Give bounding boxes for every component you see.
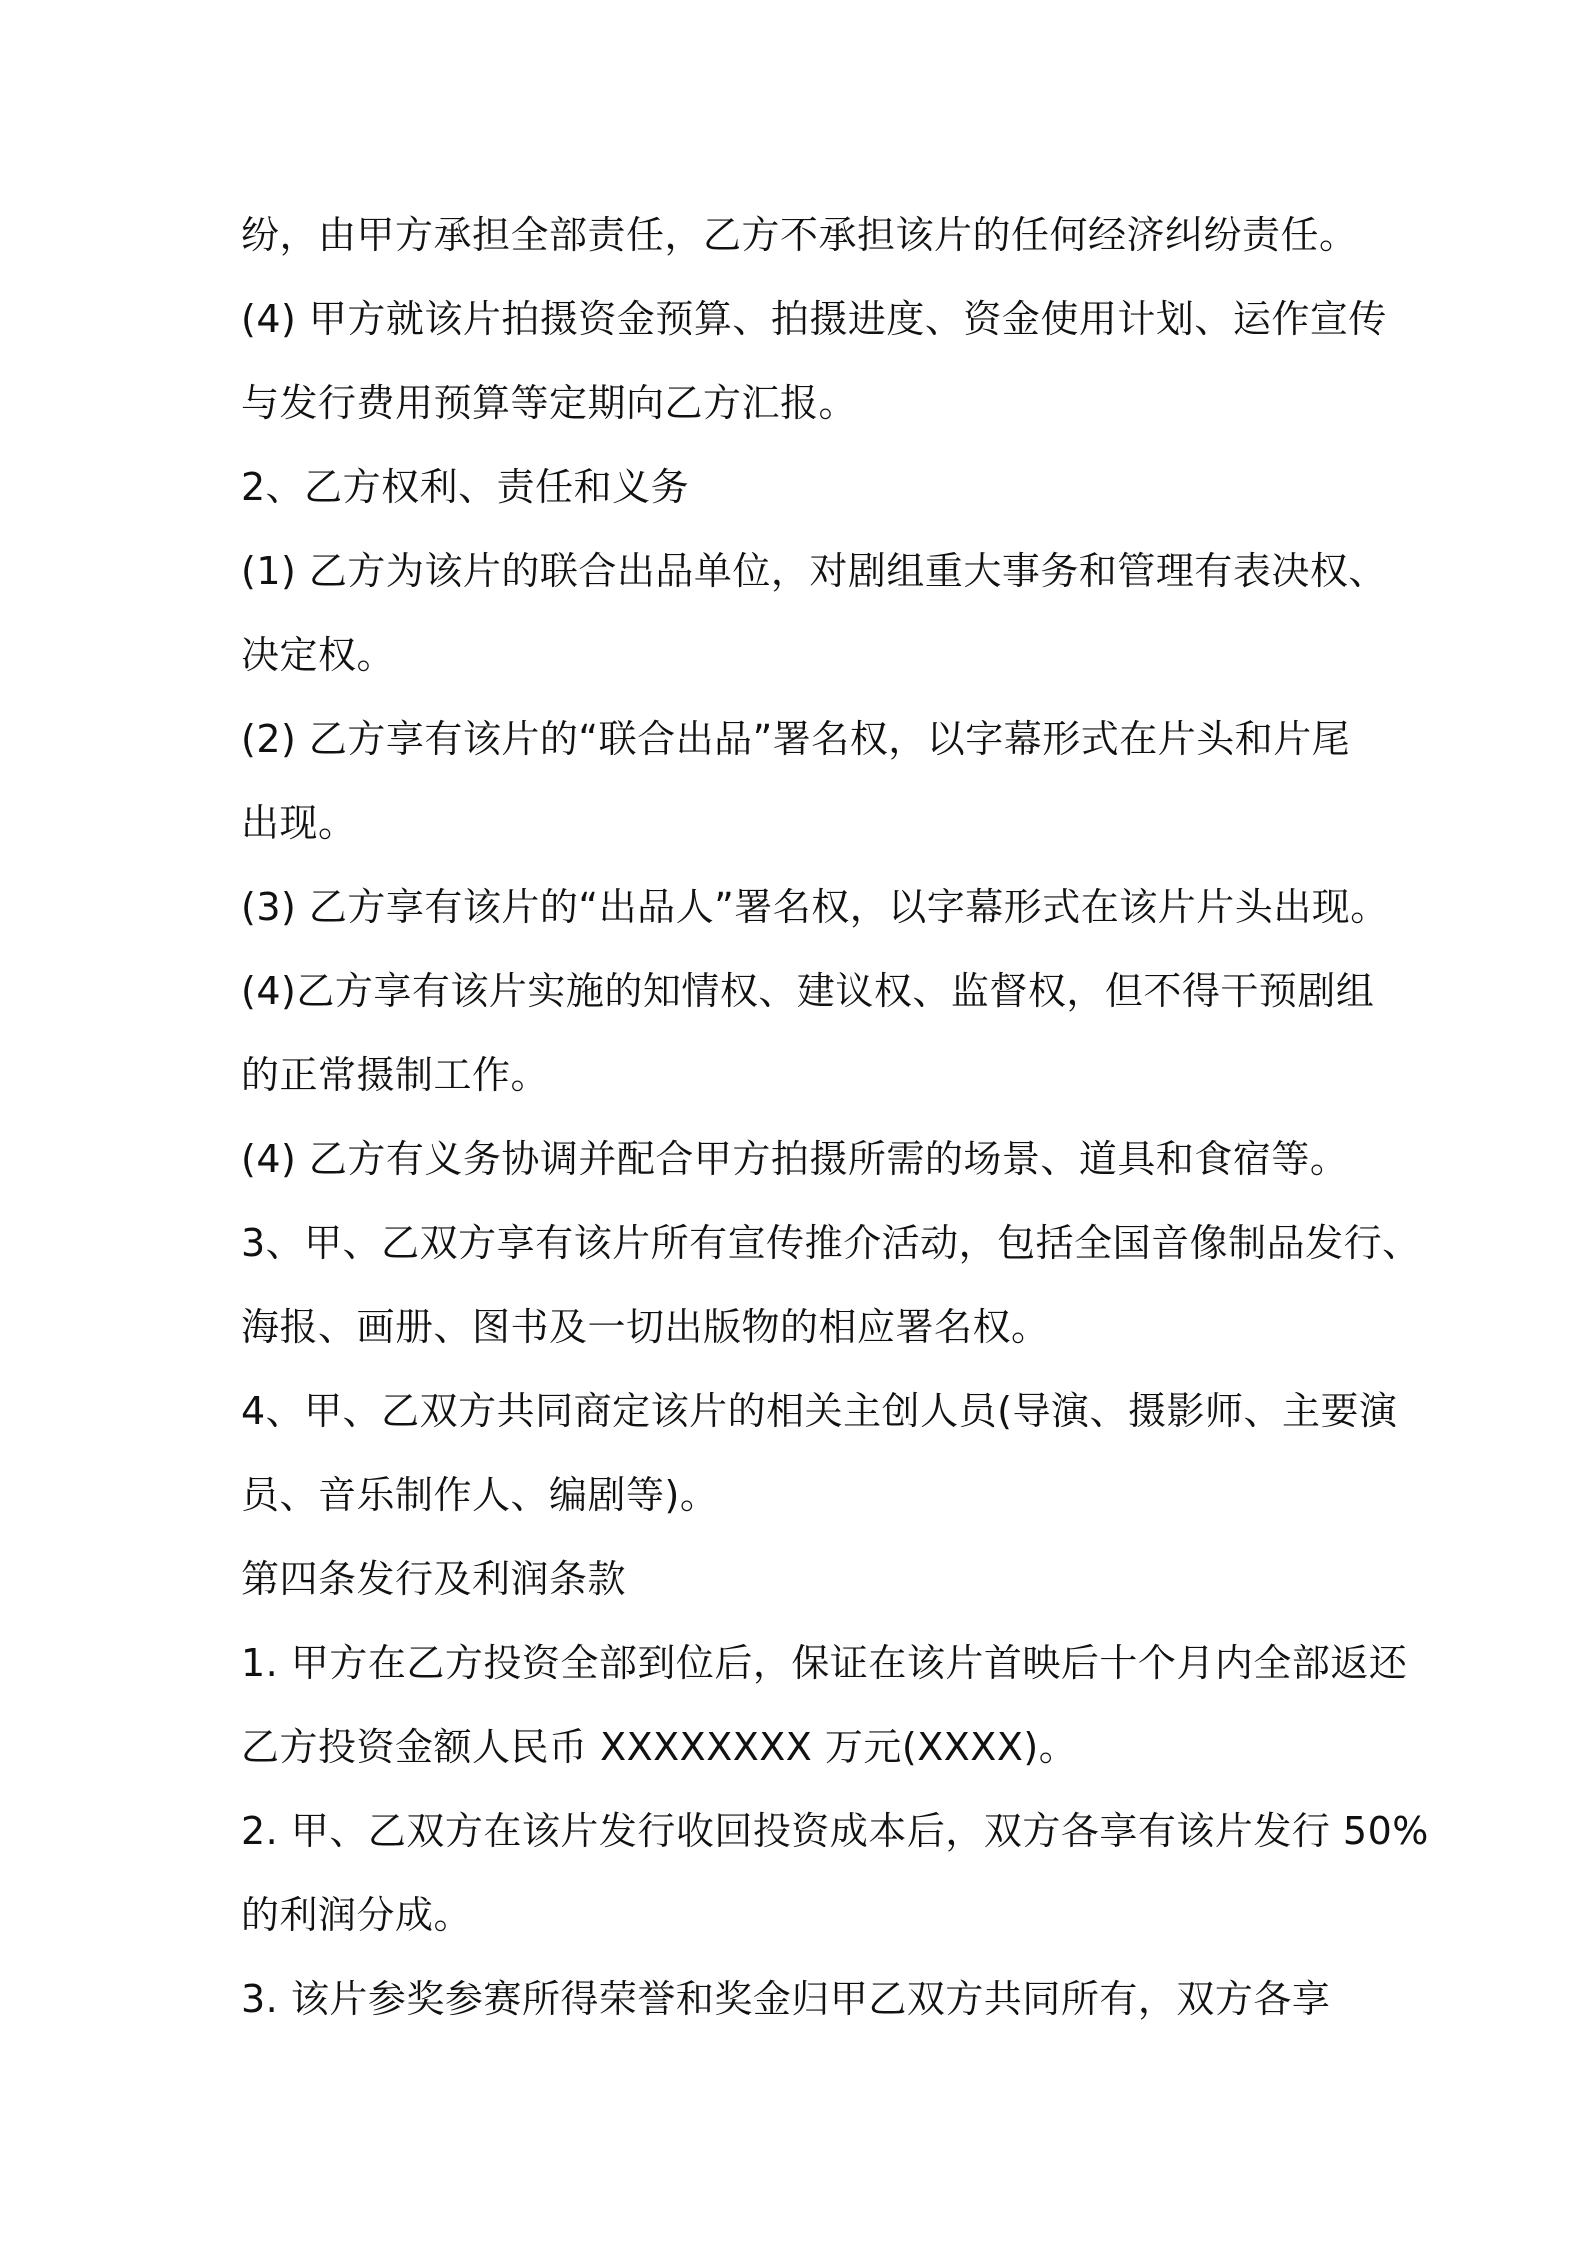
article-heading: 第四条发行及利润条款 xyxy=(241,1557,627,1601)
text-line: (4) 甲方就该片拍摄资金预算、拍摄进度、资金使用计划、运作宣传 xyxy=(241,297,1387,341)
section-heading: 2、乙方权利、责任和义务 xyxy=(241,465,690,509)
text-line: 纷，由甲方承担全部责任，乙方不承担该片的任何经济纠纷责任。 xyxy=(241,213,1358,257)
document-body xyxy=(241,193,1429,2041)
text-line: 2. 甲、乙双方在该片发行收回投资成本后，双方各享有该片发行 50% xyxy=(241,1809,1429,1853)
text-line: (1) 乙方为该片的联合出品单位，对剧组重大事务和管理有表决权、 xyxy=(241,549,1387,593)
text-line: 与发行费用预算等定期向乙方汇报。 xyxy=(241,381,858,425)
text-line: 4、甲、乙双方共同商定该片的相关主创人员(导演、摄影师、主要演 xyxy=(241,1389,1398,1433)
text-line: 1. 甲方在乙方投资全部到位后，保证在该片首映后十个月内全部返还 xyxy=(241,1641,1408,1685)
text-line: 3、甲、乙双方享有该片所有宣传推介活动，包括全国音像制品发行、 xyxy=(241,1221,1421,1265)
text-line: 员、音乐制作人、编剧等)。 xyxy=(241,1473,719,1517)
text-line: (4)乙方享有该片实施的知情权、建议权、监督权，但不得干预剧组 xyxy=(241,969,1375,1013)
text-line: 决定权。 xyxy=(241,633,396,677)
text-line: 的利润分成。 xyxy=(241,1893,473,1937)
text-line: (4) 乙方有义务协调并配合甲方拍摄所需的场景、道具和食宿等。 xyxy=(241,1137,1349,1181)
text-line: 乙方投资金额人民币 XXXXXXXX 万元(XXXX)。 xyxy=(241,1725,1078,1769)
text-line: 海报、画册、图书及一切出版物的相应署名权。 xyxy=(241,1305,1050,1349)
text-line: (3) 乙方享有该片的“出品人”署名权，以字幕形式在该片片头出现。 xyxy=(241,885,1389,929)
text-line: 3. 该片参奖参赛所得荣誉和奖金归甲乙双方共同所有，双方各享 xyxy=(241,1977,1331,2021)
text-line: (2) 乙方享有该片的“联合出品”署名权，以字幕形式在片头和片尾 xyxy=(241,717,1351,761)
text-line: 的正常摄制工作。 xyxy=(241,1053,550,1097)
text-line: 出现。 xyxy=(241,801,357,845)
